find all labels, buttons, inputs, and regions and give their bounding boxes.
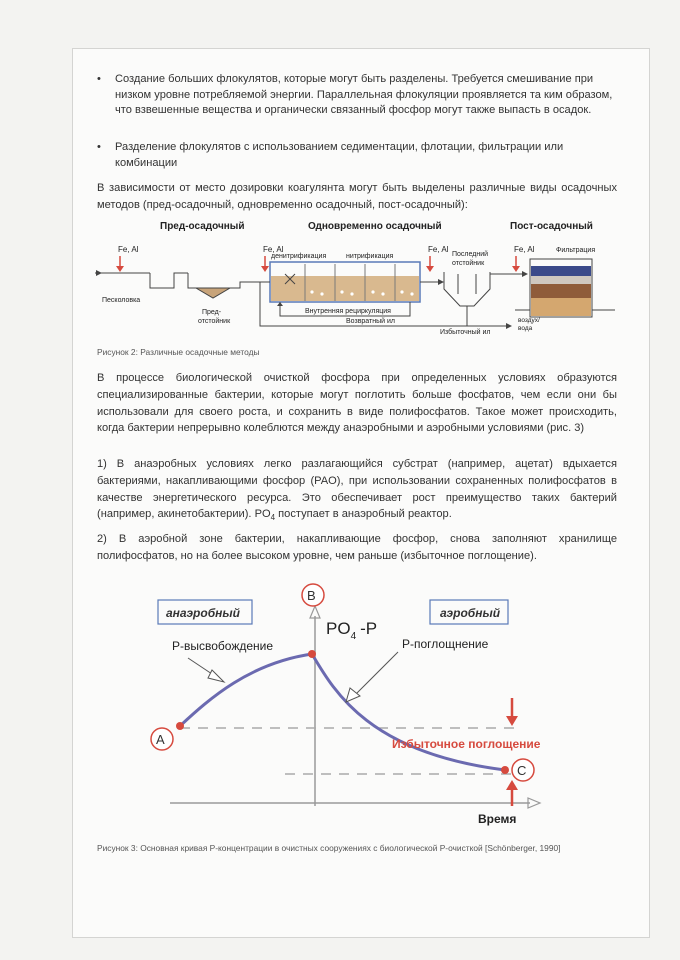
filter-unit xyxy=(515,259,615,317)
denitrification-label: денитрификация xyxy=(271,253,327,260)
point-b-label: B xyxy=(307,588,316,603)
figure3-caption: Рисунок 3: Основная кривая P-концентрации в очистных сооружениях с биологической P-очисткой [Schönberger, 1990] xyxy=(97,843,561,853)
dosing-arrow-3 xyxy=(426,245,449,272)
y-axis-label: $PO_4$ -P xyxy=(326,619,378,642)
release-pointer xyxy=(188,658,224,682)
dosing-label: Fe, Al xyxy=(514,245,535,254)
paragraph-1-post: поступает в анаэробный реактор. xyxy=(275,508,452,521)
point-a-dot xyxy=(176,722,184,730)
uptake-pointer xyxy=(346,652,398,702)
filtration-label: Фильтрация xyxy=(556,247,596,254)
air-water-label-2: вода xyxy=(518,325,533,332)
figure2-caption: Рисунок 2: Различные осадочные методы xyxy=(97,347,260,357)
grit-chamber xyxy=(95,270,188,288)
dosing-arrow-1 xyxy=(116,245,139,272)
dosing-label: Fe, Al xyxy=(118,245,139,254)
final-clarifier-label-2: отстойник xyxy=(452,260,485,267)
final-clarifier-label-1: Последний xyxy=(452,251,489,258)
bio-reactor xyxy=(262,262,420,302)
excess-sludge-label: Избыточный ил xyxy=(440,329,491,336)
paragraph-1-sub: 4 xyxy=(270,513,276,523)
primary-clarifier xyxy=(188,273,262,298)
excess-arrow-up xyxy=(506,780,518,806)
point-b-dot xyxy=(308,650,316,658)
internal-recirculation-label: Внутренняя рециркуляция xyxy=(305,308,391,315)
anaerobic-label: анаэробный xyxy=(166,606,240,620)
uptake-label: P-поглощнение xyxy=(402,637,489,651)
paragraph-bio: В процессе биологической очисткой фосфора при определенных условиях образуются специализированные бактерии, которые могут поглотить больше фосфатов, чем если они бы использовали для своего роста, и сохранить в виде полифосфатов. Такое может происходить, когда бактерии непрерывно колеблются между анаэробными и аэробными условиями (рис. 3) xyxy=(97,372,617,435)
intro-paragraph: В зависимости от место дозировки коагулянта могут быть выделены различные виды осадочных методов (пред-осадочный, одновременно осадочный, пост-осадочный): xyxy=(97,182,617,211)
bullet-marker: • xyxy=(97,141,101,153)
excess-arrow-down xyxy=(506,698,518,726)
point-c-label: C xyxy=(517,763,527,778)
point-c-dot xyxy=(501,766,509,774)
paragraph-2: 2) В аэробной зоне бактерии, накапливающие фосфор, снова заполняют хранилище полифосфатов, но на более высоком уровне, чем раньше (избыточное поглощение). xyxy=(97,533,617,562)
dosing-label: Fe, Al xyxy=(428,245,449,254)
point-a-label: A xyxy=(156,732,165,747)
heading-simultaneous: Одновременно осадочный xyxy=(308,221,442,232)
heading-post: Пост-осадочный xyxy=(510,221,593,232)
x-axis-label: Время xyxy=(478,812,517,826)
bullet-marker: • xyxy=(97,73,101,85)
heading-pre: Пред-осадочный xyxy=(160,221,245,232)
figure3-diagram xyxy=(140,578,550,838)
release-label: P-высвобождение xyxy=(172,639,274,653)
final-clarifier xyxy=(444,272,490,326)
grit-label: Песколовка xyxy=(102,297,141,304)
release-curve xyxy=(180,654,312,726)
uptake-curve xyxy=(312,654,505,770)
nitrification-label: нитрификация xyxy=(346,253,394,260)
figure2-diagram xyxy=(90,214,620,336)
paragraph-1 xyxy=(97,456,617,524)
air-water-label-1: воздух/ xyxy=(518,317,540,324)
primary-label-1: Пред- xyxy=(202,309,222,316)
return-sludge-label: Возвратный ил xyxy=(346,318,395,325)
excess-uptake-label: Избыточное поглощение xyxy=(392,737,541,751)
paragraph-1-pre: 1) В анаэробных условиях легко разлагающийся субстрат (например, ацетат) вдыхается бактериями, накапливающими фосфор (PAO), при использовании сохраненных полифосфатов в качестве энергетического ресурса. Это обеспечивает рост преимущество таких бактерий (например, акинетобактерии). PO xyxy=(97,458,617,521)
dosing-label: Fe, Al xyxy=(263,245,284,254)
primary-label-2: отстойник xyxy=(198,318,231,325)
aerobic-label: аэробный xyxy=(440,606,501,620)
bullet-text: Разделение флокулятов с использованием седиментации, флотации, фильтрации или комбинации xyxy=(115,141,564,169)
bullet-text: Создание больших флокулятов, которые могут быть разделены. Требуется смешивание при низком уровне потребляемой энергии. Параллельная флокуляции проявляется та ким образом, что взвешенные вещества и органически связанный фосфор могут также выпасть в осадок. xyxy=(115,73,613,117)
